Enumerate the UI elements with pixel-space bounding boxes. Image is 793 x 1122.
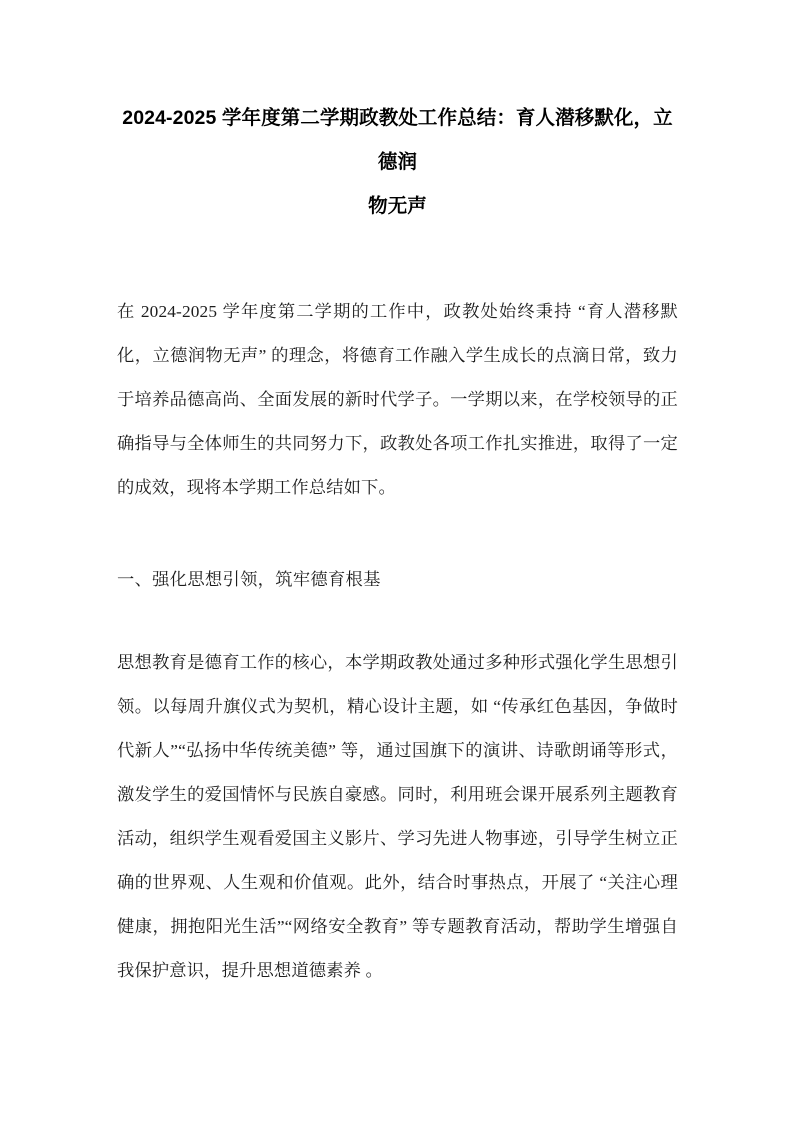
page-title-line-1: 2024-2025 学年度第二学期政教处工作总结：育人潜移默化，立德润: [122, 107, 673, 173]
section-heading-1: 一、强化思想引领，筑牢德育根基: [117, 569, 381, 589]
document-content-column: [117, 0, 678, 993]
spacer-after-paragraph-1: [117, 510, 678, 557]
spacer-after-heading-1: [117, 601, 678, 641]
body-paragraph-1: 在 2024-2025 学年度第二学期的工作中，政教处始终秉持 “育人潜移默化，立德润物无声” 的理念，将德育工作融入学生成长的点滴日常，致力于培养品德高尚、全面发展的新时代学子。一学期以来，在学校领导的正确指导与全体师生的共同努力下，政教处各项工作扎实推进，取得了一定的成效，现将本学期工作总结如下。: [117, 302, 678, 497]
page-title: [117, 0, 678, 228]
spacer-after-title: [117, 228, 678, 290]
page-title-line-2: 物无声: [368, 195, 427, 217]
body-paragraph-2: 思想教育是德育工作的核心，本学期政教处通过多种形式强化学生思想引领。以每周升旗仪式为契机，精心设计主题，如 “传承红色基因，争做时代新人”“弘扬中华传统美德” 等，通过国旗下的演讲、诗歌朗诵等形式，激发学生的爱国情怀与民族自豪感。同时，利用班会课开展系列主题教育活动，组织学生观看爱国主义影片、学习先进人物事迹，引导学生树立正确的世界观、人生观和价值观。此外，结合时事热点，开展了 “关注心理健康，拥抱阳光生活”“网络安全教育” 等专题教育活动，帮助学生增强自我保护意识，提升思想道德素养 。: [117, 653, 678, 980]
